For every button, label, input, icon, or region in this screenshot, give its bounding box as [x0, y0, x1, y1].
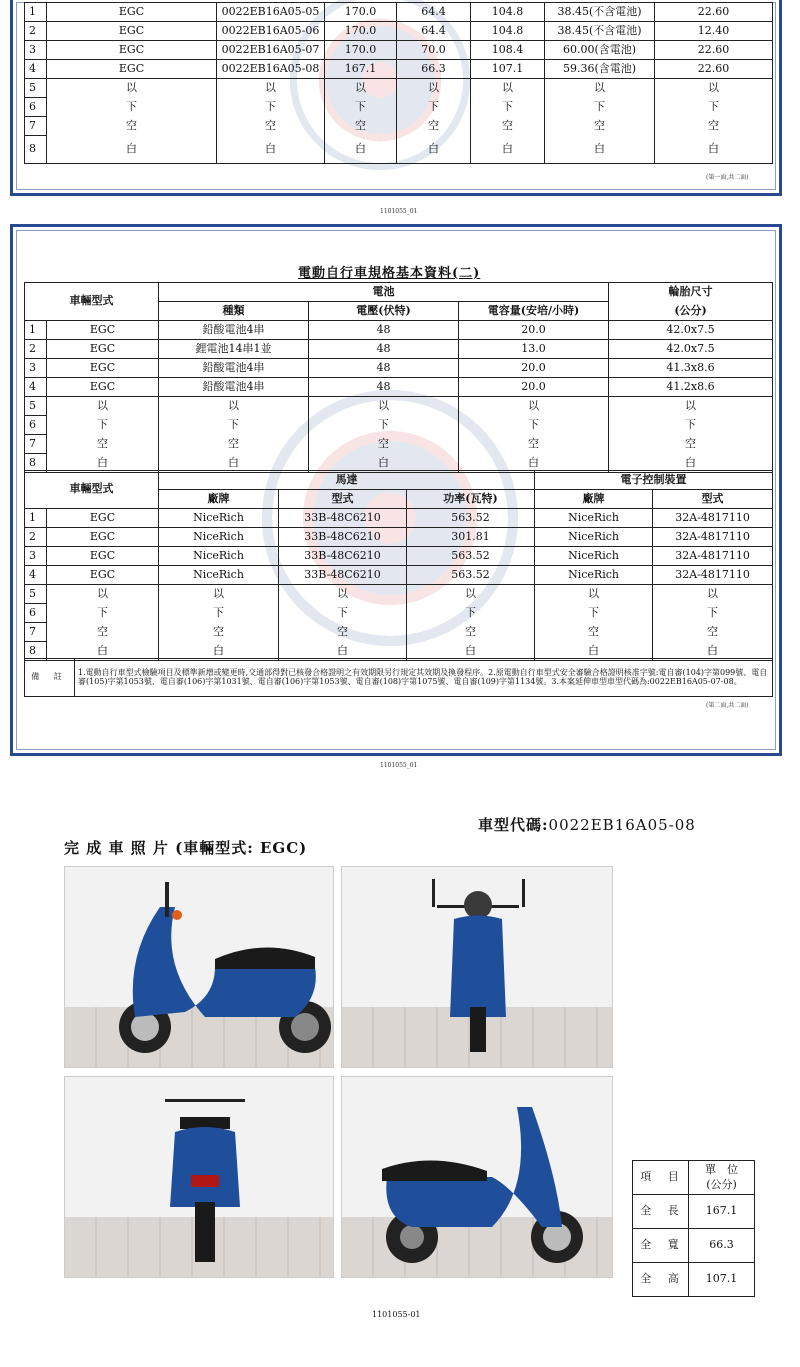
- header-motor-brand: 廠牌: [159, 490, 279, 509]
- height-cell: 104.8: [471, 3, 545, 22]
- header-tire-size: 輪胎尺寸: [609, 283, 773, 302]
- table-row: [633, 1263, 755, 1297]
- blank-marker-cell: 白: [159, 642, 279, 661]
- blank-marker-cell: 以: [47, 79, 217, 98]
- blank-row: [25, 416, 773, 435]
- blank-marker-cell: 白: [47, 136, 217, 164]
- motor-type-cell: 33B-48C6210: [279, 547, 407, 566]
- header-battery-type: 種類: [159, 302, 309, 321]
- blank-row: [25, 117, 773, 136]
- blank-marker-cell: 下: [471, 98, 545, 117]
- blank-marker-cell: 下: [459, 416, 609, 435]
- table-row: [25, 41, 773, 60]
- row-number: 8: [25, 642, 47, 661]
- controller-type-cell: 32A-4817110: [653, 528, 773, 547]
- blank-marker-cell: 白: [407, 642, 535, 661]
- blank-marker-cell: 以: [47, 585, 159, 604]
- spec-value-cell: 22.60: [655, 60, 773, 79]
- blank-marker-cell: 空: [309, 435, 459, 454]
- spec-value-cell: 12.40: [655, 22, 773, 41]
- header-voltage: 電壓(伏特): [309, 302, 459, 321]
- table-row: [25, 528, 773, 547]
- height-cell: 104.8: [471, 22, 545, 41]
- row-number: 6: [25, 416, 47, 435]
- vehicle-model-cell: EGC: [47, 3, 217, 22]
- blank-marker-cell: 下: [159, 604, 279, 623]
- battery-type-cell: 鉛酸電池4串: [159, 378, 309, 397]
- page-1-page-note: (第一面,共二面): [706, 174, 749, 181]
- dims-header-item-a: 項: [633, 1161, 659, 1195]
- row-number: 4: [25, 60, 47, 79]
- vehicle-code-cell: 0022EB16A05-06: [217, 22, 325, 41]
- motor-power-cell: 301.81: [407, 528, 535, 547]
- battery-spec-table: [24, 282, 773, 473]
- photo-page: [0, 776, 800, 1367]
- blank-marker-cell: 下: [545, 98, 655, 117]
- header-controller-brand: 廠牌: [535, 490, 653, 509]
- row-number: 8: [25, 136, 47, 164]
- width-cell: 66.3: [397, 60, 471, 79]
- blank-marker-cell: 下: [217, 98, 325, 117]
- vehicle-model-cell: EGC: [47, 60, 217, 79]
- row-number: 5: [25, 585, 47, 604]
- row-number: 1: [25, 509, 47, 528]
- scooter-photo-rear: [64, 1076, 334, 1278]
- page-2-page-note: (第二面,共二面): [706, 702, 749, 709]
- blank-marker-cell: 以: [545, 79, 655, 98]
- battery-type-cell: 鉛酸電池4串: [159, 359, 309, 378]
- row-number: 1: [25, 3, 47, 22]
- length-cell: 167.1: [325, 60, 397, 79]
- row-number: 8: [25, 454, 47, 473]
- blank-row: [25, 604, 773, 623]
- motor-controller-table: [24, 470, 773, 661]
- blank-row: [25, 435, 773, 454]
- vehicle-model-cell: EGC: [47, 321, 159, 340]
- remark-text: 1.電動自行車型式檢驗項目及標準新增或變更時,交通部得對已核發合格證明之有效期限另行規定其效期及換發程序。2.原電動自行車型式安全審驗合格證明核准字號:電自審(104)字第099號、電自審(105)字第1053號、電自審(106)字第1031號、電自審(106)字第1053號、電自審(108)字第1075號、電自審(109)字第1134號。3.本案延伸車型車型代碼為:0022EB16A05-07-08。: [75, 659, 773, 697]
- blank-marker-cell: 以: [47, 397, 159, 416]
- blank-marker-cell: 白: [217, 136, 325, 164]
- vehicle-model-cell: EGC: [47, 528, 159, 547]
- controller-brand-cell: NiceRich: [535, 566, 653, 585]
- motor-brand-cell: NiceRich: [159, 509, 279, 528]
- blank-marker-cell: 以: [407, 585, 535, 604]
- blank-marker-cell: 下: [397, 98, 471, 117]
- blank-marker-cell: 白: [309, 454, 459, 473]
- row-number: 2: [25, 340, 47, 359]
- blank-marker-cell: 白: [325, 136, 397, 164]
- blank-marker-cell: 以: [159, 585, 279, 604]
- blank-marker-cell: 下: [309, 416, 459, 435]
- spec-value-cell: 22.60: [655, 41, 773, 60]
- remark-label: 備 註: [25, 659, 75, 697]
- photo-title: 完 成 車 照 片 (車輛型式: EGC): [64, 839, 308, 857]
- blank-marker-cell: 以: [471, 79, 545, 98]
- blank-marker-cell: 空: [47, 117, 217, 136]
- dimension-name-b: 寬: [659, 1229, 689, 1263]
- vehicle-model-cell: EGC: [47, 509, 159, 528]
- capacity-cell: 20.0: [459, 321, 609, 340]
- dimension-name-b: 長: [659, 1195, 689, 1229]
- header-capacity: 電容量(安培/小時): [459, 302, 609, 321]
- blank-marker-cell: 下: [655, 98, 773, 117]
- controller-type-cell: 32A-4817110: [653, 566, 773, 585]
- scooter-photo-side-left: [64, 866, 334, 1068]
- header-controller-type: 型式: [653, 490, 773, 509]
- row-number: 5: [25, 79, 47, 98]
- controller-brand-cell: NiceRich: [535, 547, 653, 566]
- dimension-name-b: 高: [659, 1263, 689, 1297]
- blank-marker-cell: 白: [159, 454, 309, 473]
- tire-size-cell: 41.3x8.6: [609, 359, 773, 378]
- row-number: 6: [25, 604, 47, 623]
- blank-row: [25, 585, 773, 604]
- weight-cell: 38.45(不含電池): [545, 22, 655, 41]
- dimension-name-a: 全: [633, 1229, 659, 1263]
- blank-marker-cell: 空: [655, 117, 773, 136]
- blank-marker-cell: 白: [609, 454, 773, 473]
- header-tire-unit: (公分): [609, 302, 773, 321]
- tire-size-cell: 41.2x8.6: [609, 378, 773, 397]
- blank-marker-cell: 下: [653, 604, 773, 623]
- blank-marker-cell: 以: [279, 585, 407, 604]
- blank-marker-cell: 白: [535, 642, 653, 661]
- blank-row: [25, 397, 773, 416]
- blank-marker-cell: 以: [459, 397, 609, 416]
- table-row: [25, 509, 773, 528]
- width-cell: 64.4: [397, 3, 471, 22]
- vehicle-model-cell: EGC: [47, 359, 159, 378]
- blank-marker-cell: 下: [47, 604, 159, 623]
- blank-marker-cell: 空: [47, 623, 159, 642]
- blank-row: [25, 79, 773, 98]
- motor-brand-cell: NiceRich: [159, 528, 279, 547]
- dimensions-table: [632, 1160, 755, 1297]
- blank-marker-cell: 空: [459, 435, 609, 454]
- blank-marker-cell: 白: [471, 136, 545, 164]
- dims-header-unit-sub: (公分): [706, 1177, 737, 1191]
- table-row: [25, 566, 773, 585]
- blank-marker-cell: 下: [47, 98, 217, 117]
- header-vehicle-model: 車輛型式: [25, 471, 159, 509]
- blank-marker-cell: 空: [325, 117, 397, 136]
- blank-marker-cell: 空: [47, 435, 159, 454]
- motor-power-cell: 563.52: [407, 547, 535, 566]
- battery-type-cell: 鋰電池14串1並: [159, 340, 309, 359]
- blank-marker-cell: 白: [47, 454, 159, 473]
- blank-row: [25, 136, 773, 164]
- vehicle-model-cell: EGC: [47, 41, 217, 60]
- blank-marker-cell: 空: [159, 435, 309, 454]
- blank-marker-cell: 空: [609, 435, 773, 454]
- row-number: 4: [25, 566, 47, 585]
- table-row: [633, 1195, 755, 1229]
- vehicle-model-cell: EGC: [47, 566, 159, 585]
- controller-type-cell: 32A-4817110: [653, 509, 773, 528]
- controller-brand-cell: NiceRich: [535, 528, 653, 547]
- length-cell: 170.0: [325, 22, 397, 41]
- row-number: 7: [25, 117, 47, 136]
- row-number: 3: [25, 41, 47, 60]
- vehicle-model-cell: EGC: [47, 547, 159, 566]
- table-row: [25, 378, 773, 397]
- row-number: 3: [25, 359, 47, 378]
- blank-marker-cell: 下: [407, 604, 535, 623]
- blank-marker-cell: 下: [159, 416, 309, 435]
- spec-page-2: [0, 218, 800, 769]
- vehicle-code-line: [478, 814, 696, 835]
- row-number: 7: [25, 435, 47, 454]
- table-row: [25, 22, 773, 41]
- table-row: [25, 60, 773, 79]
- capacity-cell: 13.0: [459, 340, 609, 359]
- motor-power-cell: 563.52: [407, 509, 535, 528]
- motor-type-cell: 33B-48C6210: [279, 566, 407, 585]
- page-1-footer-code: 1101055_01: [380, 208, 418, 215]
- dimension-value-cell: 167.1: [689, 1195, 755, 1229]
- blank-marker-cell: 下: [325, 98, 397, 117]
- blank-marker-cell: 白: [397, 136, 471, 164]
- header-motor: 馬達: [159, 471, 535, 490]
- blank-marker-cell: 空: [279, 623, 407, 642]
- row-number: 6: [25, 98, 47, 117]
- height-cell: 107.1: [471, 60, 545, 79]
- blank-row: [25, 98, 773, 117]
- width-cell: 64.4: [397, 22, 471, 41]
- blank-marker-cell: 白: [545, 136, 655, 164]
- motor-power-cell: 563.52: [407, 566, 535, 585]
- blank-marker-cell: 空: [217, 117, 325, 136]
- table-row: [25, 321, 773, 340]
- vehicle-code-cell: 0022EB16A05-05: [217, 3, 325, 22]
- capacity-cell: 20.0: [459, 378, 609, 397]
- controller-type-cell: 32A-4817110: [653, 547, 773, 566]
- blank-row: [25, 623, 773, 642]
- weight-cell: 38.45(不含電池): [545, 3, 655, 22]
- row-number: 5: [25, 397, 47, 416]
- blank-marker-cell: 以: [609, 397, 773, 416]
- vehicle-code-label: 車型代碼:: [478, 816, 549, 834]
- vehicle-model-cell: EGC: [47, 378, 159, 397]
- blank-marker-cell: 白: [279, 642, 407, 661]
- blank-marker-cell: 下: [47, 416, 159, 435]
- tire-size-cell: 42.0x7.5: [609, 340, 773, 359]
- blank-marker-cell: 以: [653, 585, 773, 604]
- tire-size-cell: 42.0x7.5: [609, 321, 773, 340]
- motor-brand-cell: NiceRich: [159, 566, 279, 585]
- blank-marker-cell: 空: [397, 117, 471, 136]
- vehicle-code-cell: 0022EB16A05-07: [217, 41, 325, 60]
- remark-table: [24, 658, 773, 697]
- voltage-cell: 48: [309, 340, 459, 359]
- spec-page-1: [0, 0, 800, 215]
- dims-header-unit-label: 單 位: [705, 1163, 738, 1177]
- header-motor-type: 型式: [279, 490, 407, 509]
- table-row: [25, 359, 773, 378]
- voltage-cell: 48: [309, 378, 459, 397]
- row-number: 2: [25, 22, 47, 41]
- blank-marker-cell: 空: [545, 117, 655, 136]
- blank-marker-cell: 空: [407, 623, 535, 642]
- blank-marker-cell: 白: [459, 454, 609, 473]
- controller-brand-cell: NiceRich: [535, 509, 653, 528]
- header-battery: 電池: [159, 283, 609, 302]
- header-motor-power: 功率(瓦特): [407, 490, 535, 509]
- height-cell: 108.4: [471, 41, 545, 60]
- weight-cell: 60.00(含電池): [545, 41, 655, 60]
- page-2-title: 電動自行車規格基本資料(二): [298, 266, 481, 281]
- blank-marker-cell: 白: [655, 136, 773, 164]
- blank-marker-cell: 以: [397, 79, 471, 98]
- header-controller: 電子控制裝置: [535, 471, 773, 490]
- vehicle-model-cell: EGC: [47, 340, 159, 359]
- vehicle-code-cell: 0022EB16A05-08: [217, 60, 325, 79]
- blank-marker-cell: 下: [279, 604, 407, 623]
- blank-marker-cell: 下: [609, 416, 773, 435]
- blank-marker-cell: 空: [653, 623, 773, 642]
- weight-cell: 59.36(含電池): [545, 60, 655, 79]
- battery-type-cell: 鉛酸電池4串: [159, 321, 309, 340]
- motor-type-cell: 33B-48C6210: [279, 528, 407, 547]
- table-row: [25, 3, 773, 22]
- blank-marker-cell: 以: [309, 397, 459, 416]
- row-number: 4: [25, 378, 47, 397]
- dimension-value-cell: 107.1: [689, 1263, 755, 1297]
- blank-marker-cell: 以: [217, 79, 325, 98]
- row-number: 1: [25, 321, 47, 340]
- voltage-cell: 48: [309, 321, 459, 340]
- table-row: [25, 547, 773, 566]
- vehicle-code-value: 0022EB16A05-08: [548, 816, 696, 834]
- photo-page-footer-code: 1101055-01: [372, 1310, 421, 1319]
- capacity-cell: 20.0: [459, 359, 609, 378]
- motor-brand-cell: NiceRich: [159, 547, 279, 566]
- blank-marker-cell: 空: [535, 623, 653, 642]
- row-number: 2: [25, 528, 47, 547]
- blank-marker-cell: 以: [325, 79, 397, 98]
- blank-marker-cell: 以: [159, 397, 309, 416]
- page-2-footer-code: 1101055_01: [380, 762, 418, 769]
- table-row: [25, 340, 773, 359]
- table-row: [633, 1229, 755, 1263]
- vehicle-spec-table-1: [24, 2, 773, 164]
- motor-type-cell: 33B-48C6210: [279, 509, 407, 528]
- dimension-value-cell: 66.3: [689, 1229, 755, 1263]
- scooter-photo-front: [341, 866, 613, 1068]
- row-number: 3: [25, 547, 47, 566]
- length-cell: 170.0: [325, 3, 397, 22]
- length-cell: 170.0: [325, 41, 397, 60]
- scooter-photo-side-right: [341, 1076, 613, 1278]
- blank-marker-cell: 以: [535, 585, 653, 604]
- blank-marker-cell: 白: [47, 642, 159, 661]
- blank-marker-cell: 空: [471, 117, 545, 136]
- blank-marker-cell: 空: [159, 623, 279, 642]
- width-cell: 70.0: [397, 41, 471, 60]
- blank-marker-cell: 以: [655, 79, 773, 98]
- dims-header-unit: [689, 1161, 755, 1195]
- dims-header-item-b: 目: [659, 1161, 689, 1195]
- blank-marker-cell: 下: [535, 604, 653, 623]
- dimension-name-a: 全: [633, 1263, 659, 1297]
- voltage-cell: 48: [309, 359, 459, 378]
- header-vehicle-model: 車輛型式: [25, 283, 159, 321]
- vehicle-model-cell: EGC: [47, 22, 217, 41]
- spec-value-cell: 22.60: [655, 3, 773, 22]
- blank-marker-cell: 白: [653, 642, 773, 661]
- row-number: 7: [25, 623, 47, 642]
- dimension-name-a: 全: [633, 1195, 659, 1229]
